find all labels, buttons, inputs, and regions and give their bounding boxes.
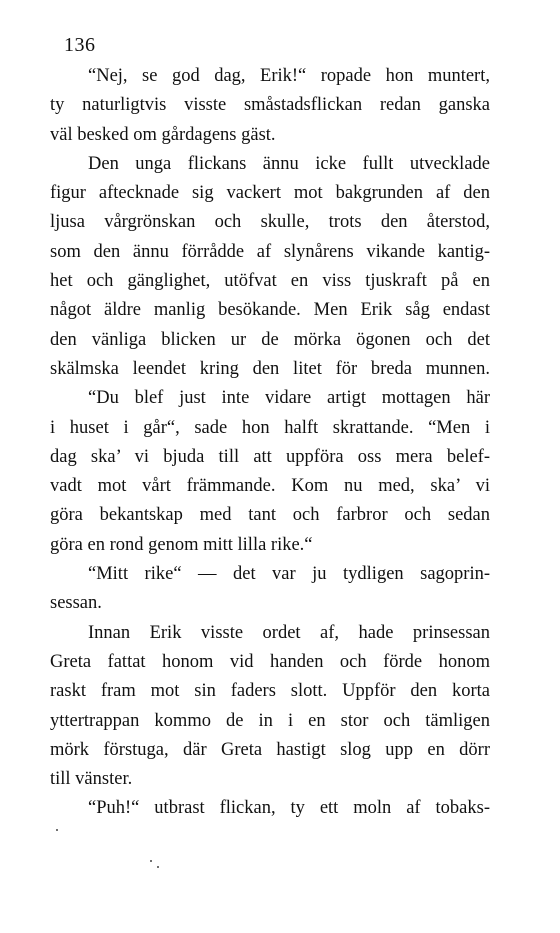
text-line: Greta fattat honom vid handen och förde honom (50, 651, 490, 672)
text-line: Innan Erik visste ordet af, hade prinsessan (88, 622, 490, 643)
text-line: göra bekantskap med tant och farbror och sedan (50, 505, 490, 526)
text-line: “Du blef just inte vidare artigt mottagen här (88, 388, 490, 409)
text-line: ty naturligtvis visste småstadsflickan redan ganska (50, 95, 490, 116)
text-line: het och gänglighet, utöfvat en viss tjuskraft på en (50, 271, 490, 292)
text-line: “Mitt rike“ — det var ju tydligen sagoprin- (88, 564, 490, 585)
page-number: 136 (64, 34, 96, 56)
text-line: figur aftecknade sig vackert mot bakgrunden af den (50, 183, 490, 204)
text-line: mörk förstuga, där Greta hastigt slog upp en dörr (50, 739, 490, 760)
text-line: till vänster. (50, 769, 133, 790)
print-speck (150, 860, 152, 862)
text-line: dag ska’ vi bjuda till att uppföra oss mera belef- (50, 446, 490, 467)
text-line: sessan. (50, 593, 102, 614)
text-line: yttertrappan kommo de in i en stor och tämligen (50, 710, 490, 731)
print-speck (56, 829, 58, 831)
text-line: göra en rond genom mitt lilla rike.“ (50, 534, 313, 555)
text-line: ljusa vårgrönskan och skulle, trots den återstod, (50, 212, 490, 233)
text-line: Den unga flickans ännu icke fullt utvecklade (88, 153, 490, 174)
body-text (50, 62, 490, 824)
text-line: “Nej, se god dag, Erik!“ ropade hon muntert, (88, 66, 490, 86)
print-speck (157, 866, 159, 868)
text-line: “Puh!“ utbrast flickan, ty ett moln af tobaks- (88, 798, 490, 819)
text-line: som den ännu förrådde af slynårens vikande kantig- (50, 241, 490, 262)
text-line: den vänliga blicken ur de mörka ögonen och det (50, 329, 490, 350)
text-line: väl besked om gårdagens gäst. (50, 124, 276, 145)
text-line: något äldre manlig besökande. Men Erik såg endast (50, 300, 490, 321)
text-line: skälmska leendet kring den litet för breda munnen. (50, 358, 490, 379)
text-line: vadt mot vårt främmande. Kom nu med, ska’ vi (50, 476, 490, 497)
text-line: raskt fram mot sin faders slott. Uppför den korta (50, 681, 490, 702)
text-line: i huset i går“, sade hon halft skrattande. “Men i (50, 417, 490, 438)
